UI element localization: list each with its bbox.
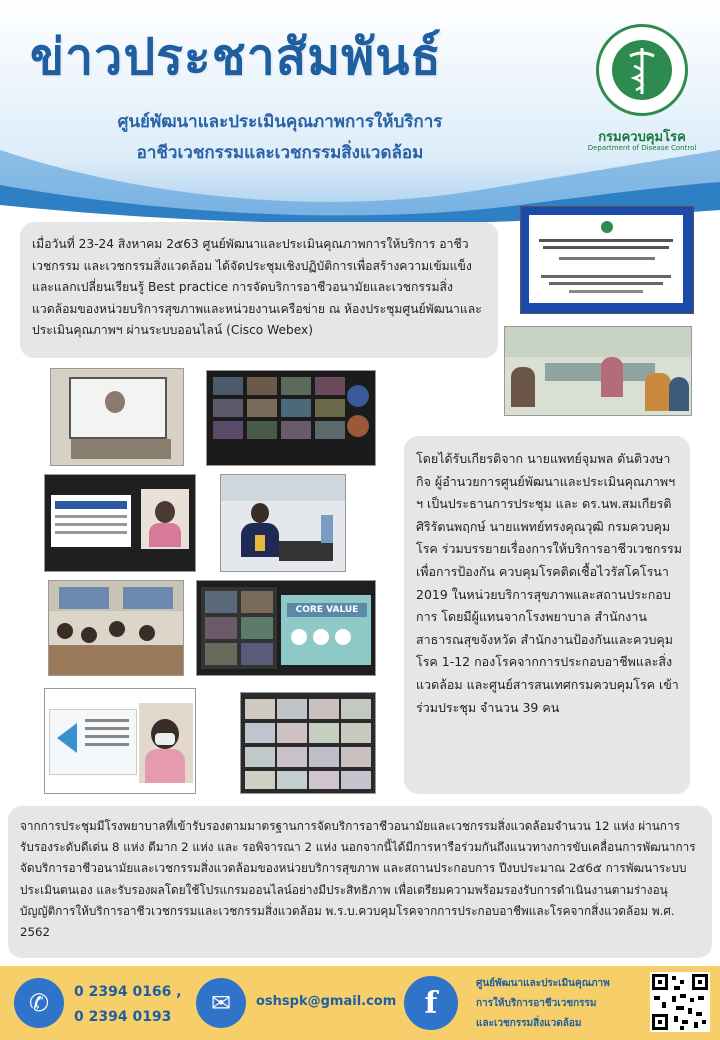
center-name-line1: ศูนย์พัฒนาและประเมินคุณภาพการให้บริการ [117,112,443,132]
presentation-slide-photo [520,206,694,314]
summary-text: จากการประชุมมีโรงพยาบาลที่เข้ารับรองตามมาตรฐานการจัดบริการอาชีวอนามัยและเวชกรรมสิ่งแวดล้อมจำนวน 12 แห่ง ผ่านการรับรองระดับดีเด่น 8 แห่ง ดีมาก 2 แห่ง และ รอพิจารณา 2 แห่ง นอกจากนี้ได้มีการหารือร่วมกันถึงแนวทางการขับเคลื่อนการพัฒนาการจัดบริการอาชีวอนามัยและเวชกรรมสิ่งแวดล้อมของหน่วยบริการสุขภาพ และสถานประกอบการ ปีงบประมาณ 2๕6๕ การพัฒนาระบบประเมินตนเอง และรับรองผลโดยใช้โปรแกรมออนไลน์อย่างมีประสิทธิภาพ เพื่อเตรียมความพร้อมรองรับการดำเนินงานตามร่างอนุบัญญัติการให้บริการอาชีวเวชกรรมและเวชกรรมสิ่งแวดล้อม พ.ร.บ.ควบคุมโรคจากการประกอบอาชีพและโรคจากสิ่งแวดล้อม พ.ศ. 2562 [20,819,696,940]
phone-number-2: 0 2394 0193 [74,1009,172,1025]
video-conference-grid-photo-2 [196,580,376,676]
qr-code-icon[interactable] [650,972,710,1032]
footer-org-line1: ศูนย์พัฒนาและประเมินคุณภาพ [476,978,610,989]
footer-org-line3: และเวชกรรมสิ่งแวดล้อม [476,1018,582,1029]
department-name-en: Department of Disease Control [587,144,697,152]
email-address[interactable]: oshspk@gmail.com [256,994,397,1009]
speaker-video-photo [50,368,184,466]
speaker-at-laptop-photo [220,474,346,572]
phone-icon: ✆ [14,978,64,1028]
presentation-with-speaker-photo [44,688,196,794]
video-conference-grid-photo-1 [206,370,376,466]
shared-screen-photo [44,474,196,572]
department-name: กรมควบคุมโรค [598,130,686,145]
email-icon: ✉ [196,978,246,1028]
video-conference-grid-photo-3 [240,692,376,794]
phone-number-1: 0 2394 0166 , [74,984,182,1000]
page-title: ข่าวประชาสัมพันธ์ [30,27,442,86]
center-name-line2: อาชีวเวชกรรมและเวชกรรมสิ่งแวดล้อม [136,143,424,163]
group-meeting-photo [48,580,184,676]
intro-text: เมื่อวันที่ 23-24 สิงหาคม 2๕63 ศูนย์พัฒนาและประเมินคุณภาพการให้บริการ อาชีวเวชกรรม และเวชกรรมสิ่งแวดล้อม ได้จัดประชุมเชิงปฏิบัติการเพื่อสร้างความเข้มแข็งและแลกเปลี่ยนเรียนรู้ Best practice การจัดบริการอาชีวอนามัยและเวชกรรมสิ่งแวดล้อมของหน่วยบริการสุขภาพและหน่วยงานเครือข่าย ณ ห้องประชุมศูนย์พัฒนาและประเมินคุณภาพฯ ผ่านระบบออนไลน์ (Cisco Webex) [32,237,482,338]
caduceus-icon [612,40,672,100]
facebook-icon[interactable]: f [404,976,458,1030]
speakers-text: โดยได้รับเกียรติจาก นายแพทย์จุมพล ดันติวงษากิจ ผู้อำนวยการศูนย์พัฒนาและประเมินคุณภาพฯฯ เป็นประธานการประชุม และ ดร.นพ.สมเกียรติ ศิริรัตนพฤกษ์ นายแพทย์ทรงคุณวุฒิ กรมควบคุมโรค ร่วมบรรยายเรื่องการให้บริการอาชีวเวชกรรมเพื่อการป้องกัน ควบคุมโรคติดเชื้อไวรัสโคโรนา 2019 ในหน่วยบริการสุขภาพและสถานประกอบการ โดยมีผู้แทนจากโรงพยาบาล สำนักงานสาธารณสุขจังหวัด สำนักงานป้องกันและควบคุมโรค 1-12 กองโรคจากการประกอบอาชีพและสิ่งแวดล้อม และศูนย์สารสนเทศกรมควบคุมโรค เข้าร่วมประชุม จำนวน 39 คน [416,451,682,715]
meeting-room-photo [504,326,692,416]
core-value-slide-text: CORE VALUE [287,603,367,617]
footer-org-line2: การให้บริการอาชีวเวชกรรม [476,998,597,1009]
